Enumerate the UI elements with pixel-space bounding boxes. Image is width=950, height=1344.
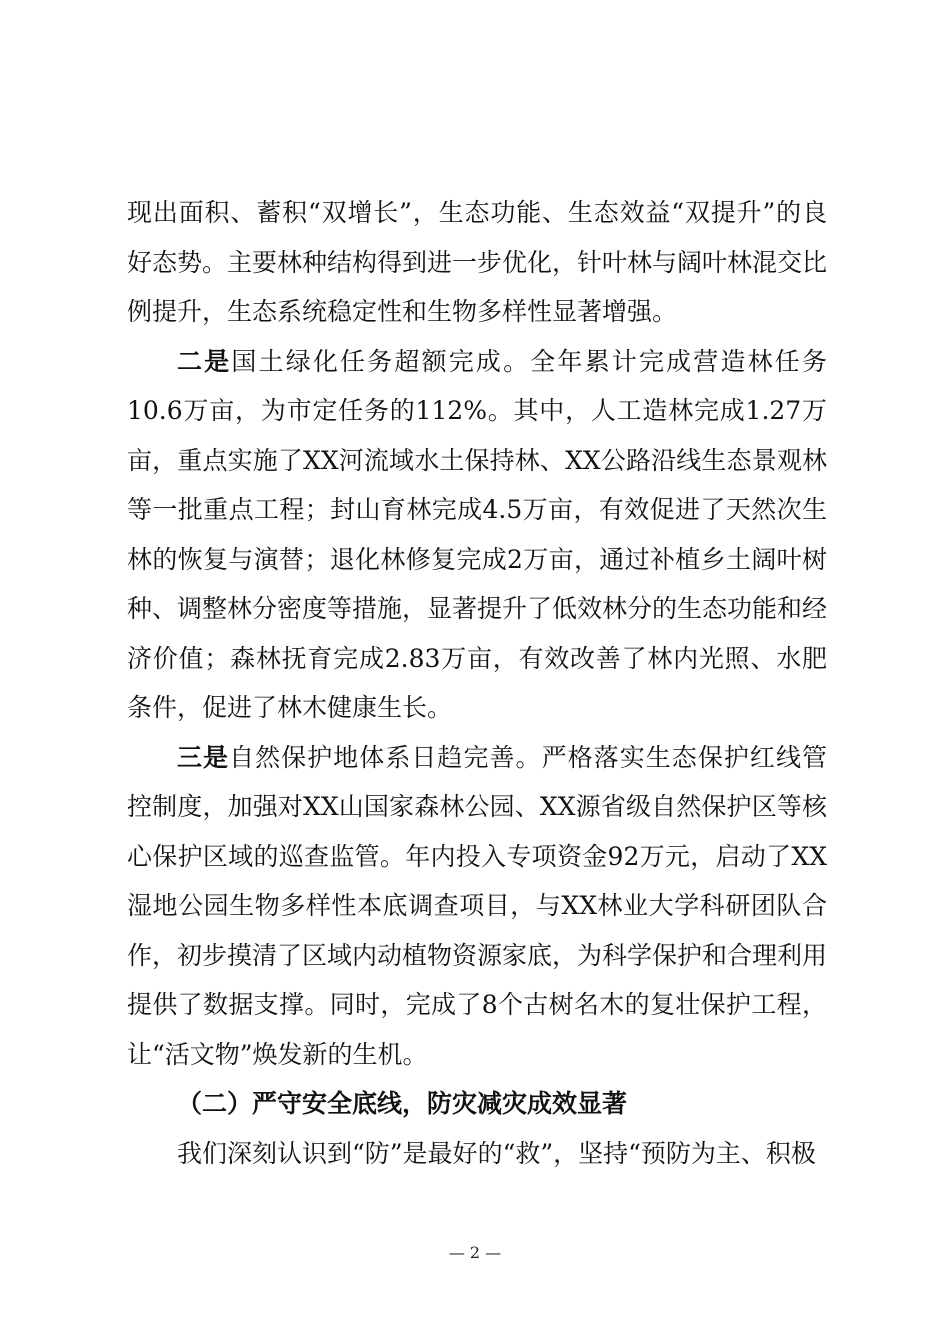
document-body [127,188,827,1178]
paragraph-2-lead: 二是 [177,346,232,376]
paragraph-2-text: 国土绿化任务超额完成。全年累计完成营造林任务10.6万亩，为市定任务的112%。其中，人工造林完成1.27万亩，重点实施了XX河流域水土保持林、XX公路沿线生态景观林等一批重点工程；封山育林完成4.5万亩，有效促进了天然次生林的恢复与演替；退化林修复完成2万亩，通过补植乡土阔叶树种、调整林分密度等措施，显著提升了低效林分的生态功能和经济价值；森林抚育完成2.83万亩，有效改善了林内光照、水肥条件，促进了林木健康生长。 [127,346,828,722]
paragraph-3-lead: 三是 [177,742,230,772]
page-number: — 2 — [448,1243,502,1262]
paragraph-2 [127,337,827,733]
paragraph-4 [127,1129,827,1179]
paragraph-4-text: 我们深刻认识到“防”是最好的“救”，坚持“预防为主、积极 [177,1138,816,1168]
paragraph-1 [127,188,827,337]
paragraph-3 [127,733,827,1080]
paragraph-1-text: 现出面积、蓄积“双增长”，生态功能、生态效益“双提升”的良好态势。主要林种结构得到进一步优化，针叶林与阔叶林混交比例提升，生态系统稳定性和生物多样性显著增强。 [127,198,828,326]
paragraph-3-text: 自然保护地体系日趋完善。严格落实生态保护红线管控制度，加强对XX山国家森林公园、XX源省级自然保护区等核心保护区域的巡查监管。年内投入专项资金92万元，启动了XX湿地公园生物多样性本底调查项目，与XX林业大学科研团队合作，初步摸清了区域内动植物资源家底，为科学保护和合理利用提供了数据支撑。同时，完成了8个古树名木的复壮保护工程，让“活文物”焕发新的生机。 [127,742,828,1069]
section-heading: （二）严守安全底线，防灾减灾成效显著 [177,1089,628,1118]
